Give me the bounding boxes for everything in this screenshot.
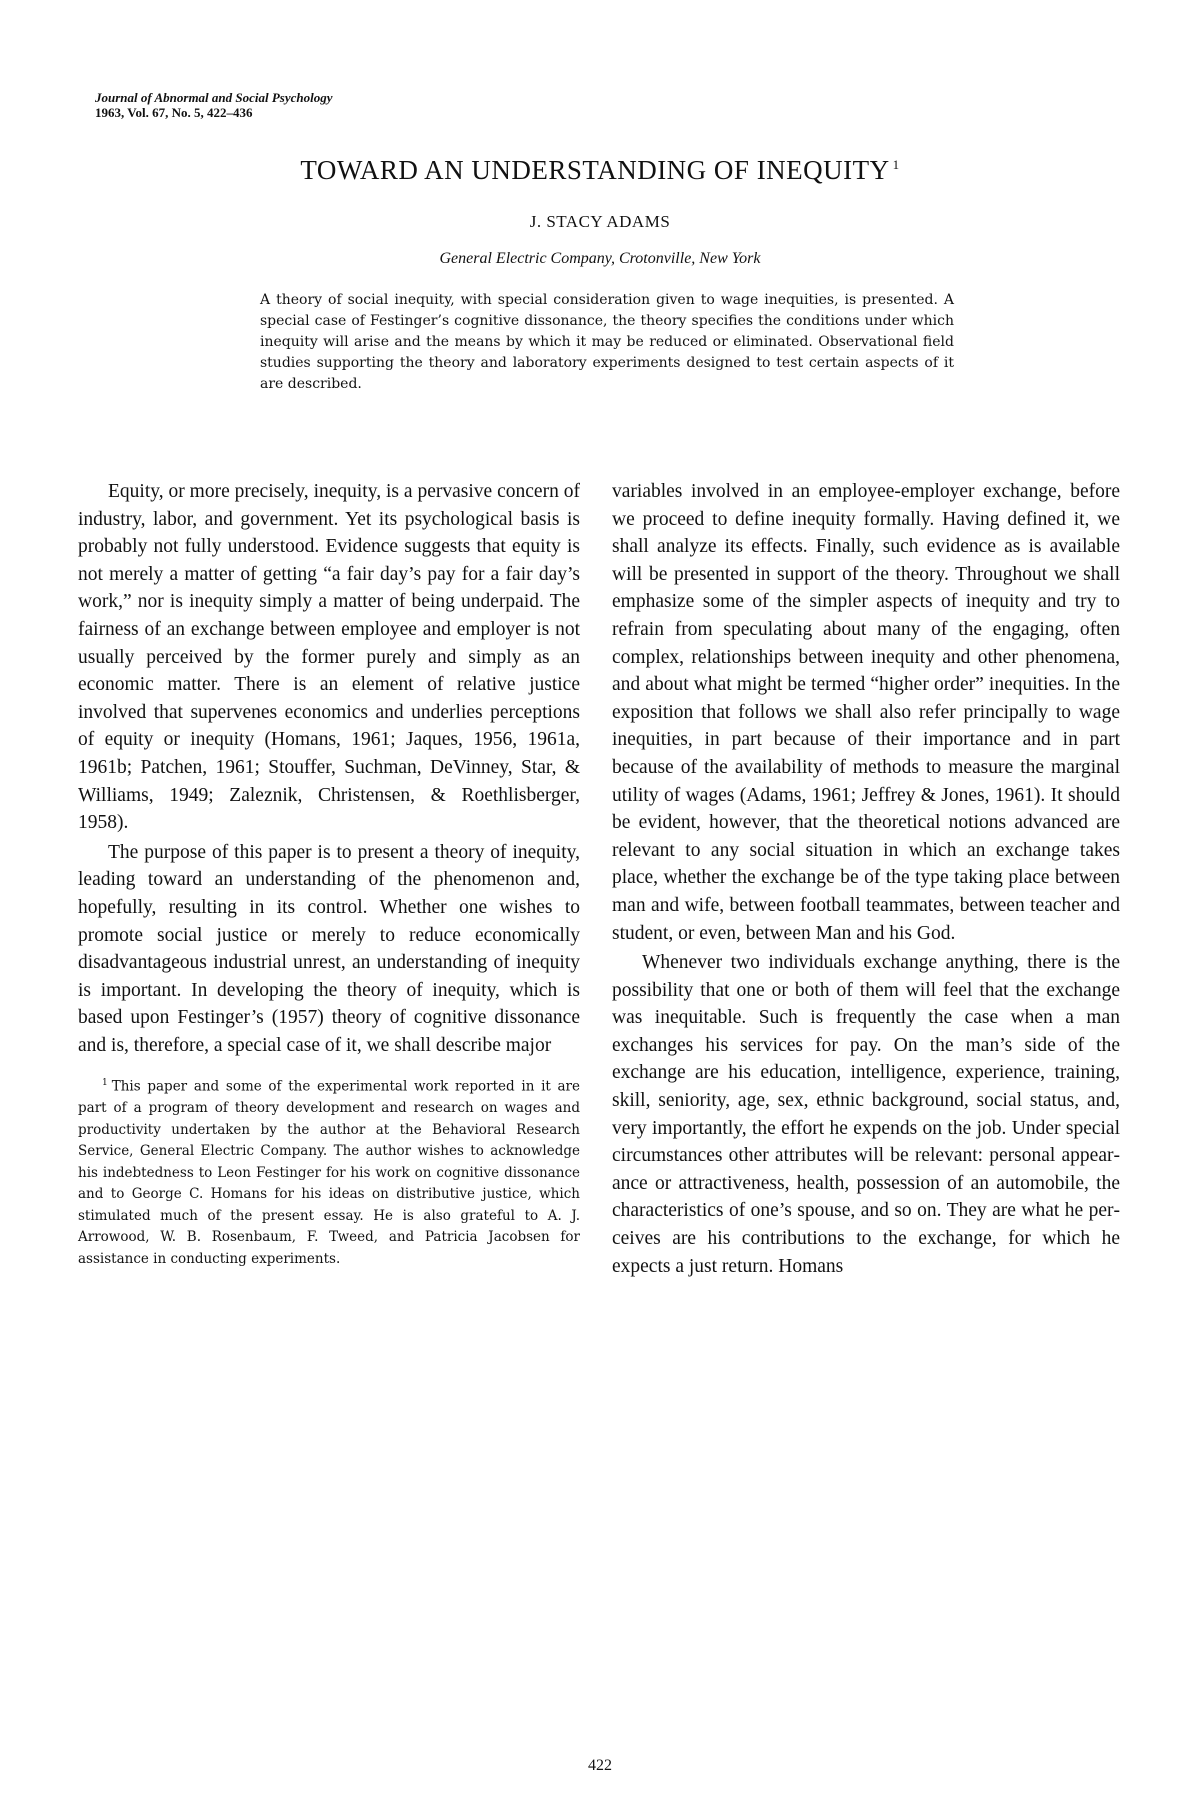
journal-citation — [95, 90, 333, 120]
right-column — [612, 478, 1120, 1280]
article-title-block — [0, 155, 1200, 186]
author-affiliation: General Electric Company, Crotonville, New York — [439, 250, 761, 267]
article-title: TOWARD AN UNDERSTANDING OF INEQUITY — [300, 155, 890, 185]
footnote — [78, 1073, 580, 1270]
left-paragraph-2: The purpose of this paper is to present a theory of inequity, leading toward an understanding of the phenomenon and, hopefully, resulting in its control. Whether one wishes to promote social justice or merely to reduce economically disadvantageous industrial unrest, an understanding of inequity is important. In developing the theory of inequity, which is based upon Festinger’s (1957) theory of cognitive dissonance and is, therefore, a special case of it, we shall describe major — [78, 841, 580, 1056]
journal-name: Journal of Abnormal and Social Psychology — [95, 90, 333, 105]
footnote-mark: 1 — [102, 1078, 108, 1089]
abstract: A theory of social inequity, with special consideration given to wage inequities, is presented. A special case of Festinger’s cognitive dissonance, the theory specifies the conditions under which inequity will arise and the means by which it may be reduced or eliminated. Observational field studies supporting the theory and laboratory experiments designed to test certain aspects of it are described. — [260, 292, 954, 392]
page-number: 422 — [588, 1757, 612, 1774]
right-paragraph-2: Whenever two individuals exchange anything, there is the possibility that one or both of them will feel that the exchange was inequitable. Such is frequently the case when a man exchanges his services for pay. On the man’s side of the exchange are his education, intelligence, experience, training, skill, seniority, age, sex, ethnic background, social status, and, very importantly, the effort he expends on the job. Under special circumstances other attributes will be relevant: personal appearance or attractiveness, health, possession of an automobile, the characteristics of one’s spouse, and so on. They are what he perceives are his contributions to the exchange, for which he expects a just return. Homans — [612, 952, 1120, 1277]
right-paragraph-1: variables involved in an employee-employer exchange, before we proceed to define inequity formally. Having defined it, we shall analyze its effects. Finally, such evidence as is available will be presented in support of the theory. Throughout we shall emphasize some of the simpler aspects of inequity and try to refrain from speculating about many of the engaging, often complex, relationships between inequity and other phenomena, and about what might be termed “higher order” inequities. In the exposition that follows we shall also refer principally to wage inequities, in part because of their importance and in part because of the availability of methods to measure the marginal utility of wages (Adams, 1961; Jeffrey & Jones, 1961). It should be evident, however, that the theoretical notions advanced are relevant to any social situation in which an exchange takes place, whether the exchange be of the type taking place between man and wife, between football teammates, between teacher and student, or even, between Man and his God. — [612, 481, 1120, 944]
left-paragraph-1: Equity, or more precisely, inequity, is a pervasive concern of industry, labor, and government. Yet its psychological basis is probably not fully understood. Evidence suggests that equity is not merely a matter of getting “a fair day’s pay for a fair day’s work,” nor is inequity simply a matter of being underpaid. The fairness of an exchange between employee and employer is not usually perceived by the former purely and simply as an economic matter. There is an element of relative justice involved that supervenes economics and underlies perceptions of equity or inequity (Homans, 1961; Jaques, 1956, 1961a, 1961b; Patchen, 1961; Stouffer, Suchman, DeVinney, Star, & Williams, 1949; Zaleznik, Christensen, & Roethlisberger, 1958). — [78, 481, 580, 834]
footnote-text: This paper and some of the experimental work reported in it are part of a program of theory development and research on wages and productivity undertaken by the author at the Behavioral Research Service, General Electric Company. The author wishes to acknowledge his indebtedness to Leon Festinger for his work on cognitive dissonance and to George C. Homans for his ideas on distributive justice, which stimulated much of the present essay. He is also grateful to A. J. Arrowood, W. B. Rosenbaum, F. Tweed, and Patricia Jacobsen for assistance in conducting experiments. — [78, 1078, 580, 1267]
journal-volume: 1963, Vol. 67, No. 5, 422–436 — [95, 105, 253, 120]
author-name: J. STACY ADAMS — [529, 212, 671, 231]
left-column — [78, 478, 580, 1270]
title-footnote-mark: 1 — [892, 157, 900, 172]
